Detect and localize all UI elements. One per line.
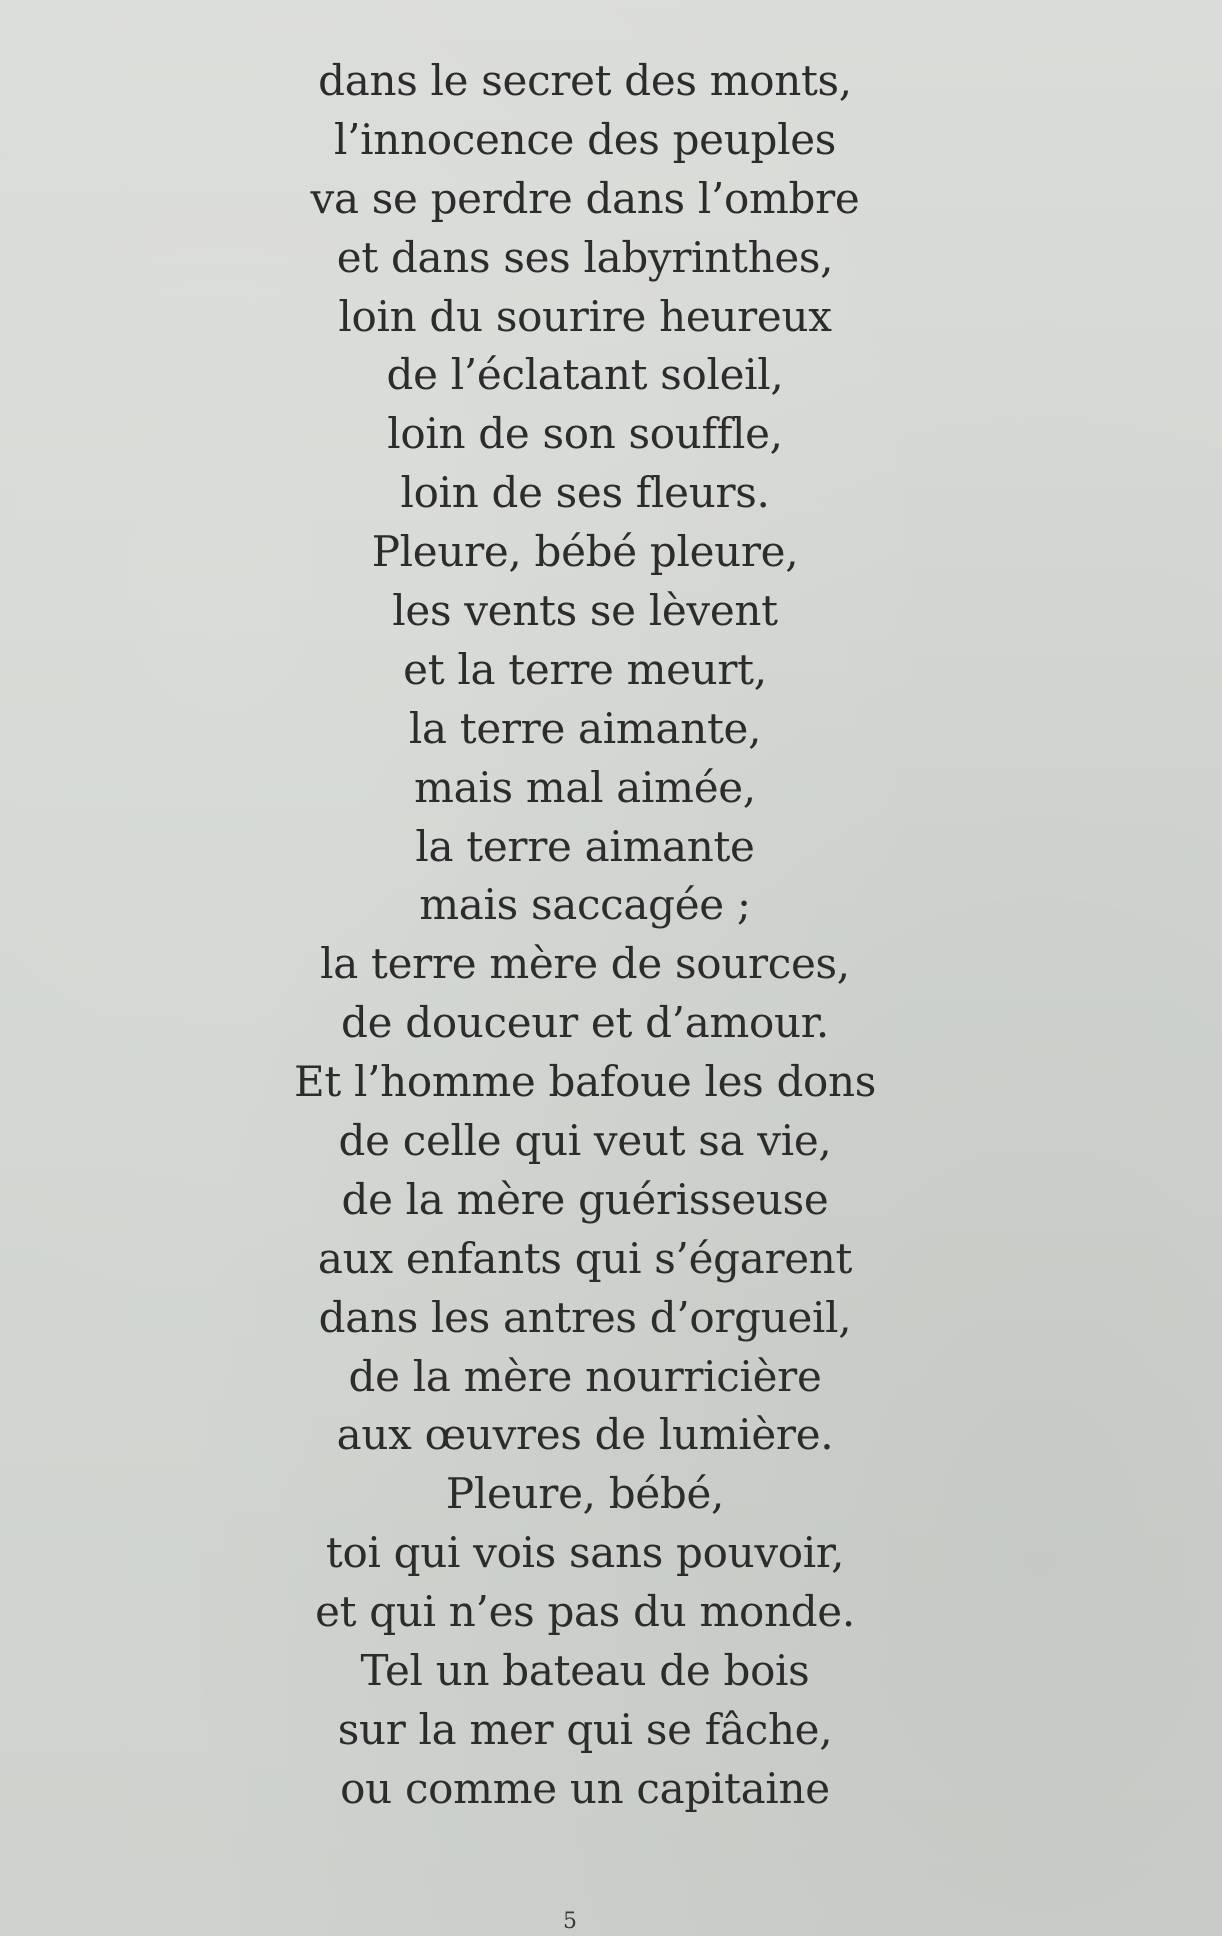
poem-line: mais saccagée ; xyxy=(419,880,751,930)
poem-line: Pleure, bébé, xyxy=(445,1469,725,1519)
poem-line: de la mère nourricière xyxy=(348,1351,822,1401)
poem-line: mais mal aimée, xyxy=(414,762,756,812)
poem-line: et la terre meurt, xyxy=(403,644,767,694)
poem-line: loin de ses fleurs. xyxy=(400,468,770,518)
poem-line: aux enfants qui s’égarent xyxy=(317,1233,853,1283)
poem-line: dans le secret des monts, xyxy=(318,56,852,105)
poem-line: la terre mère de sources, xyxy=(320,939,850,989)
poem-text xyxy=(0,52,1170,1819)
poem-line: Tel un bateau de bois xyxy=(360,1646,810,1696)
poem-line: Pleure, bébé pleure, xyxy=(371,527,799,577)
poem-line: aux œuvres de lumière. xyxy=(336,1410,834,1460)
poem-line: la terre aimante, xyxy=(408,703,762,753)
poem-line: de douceur et d’amour. xyxy=(341,998,829,1048)
poem-line: loin du sourire heureux xyxy=(338,291,832,341)
poem-line: les vents se lèvent xyxy=(392,586,778,636)
poem-line: Et l’homme bafoue les dons xyxy=(293,1057,877,1107)
poem-line: dans les antres d’orgueil, xyxy=(318,1292,852,1342)
poem-line: et dans ses labyrinthes, xyxy=(336,232,834,282)
poem-line: va se perdre dans l’ombre xyxy=(310,173,860,223)
poem-line: sur la mer qui se fâche, xyxy=(337,1704,833,1754)
poem-line: de celle qui veut sa vie, xyxy=(338,1116,832,1166)
poem-line: et qui n’es pas du monde. xyxy=(315,1587,855,1637)
poem-line: l’innocence des peuples xyxy=(333,114,837,164)
poem-line: de la mère guérisseuse xyxy=(341,1174,829,1224)
poem-line: ou comme un capitaine xyxy=(340,1763,830,1813)
poem-line: de l’éclatant soleil, xyxy=(386,350,784,400)
poem-line: la terre aimante xyxy=(415,821,755,871)
poem-line: toi qui vois sans pouvoir, xyxy=(325,1528,845,1578)
page-number: 5 xyxy=(563,1909,577,1934)
poem-line: loin de son souffle, xyxy=(387,409,783,459)
